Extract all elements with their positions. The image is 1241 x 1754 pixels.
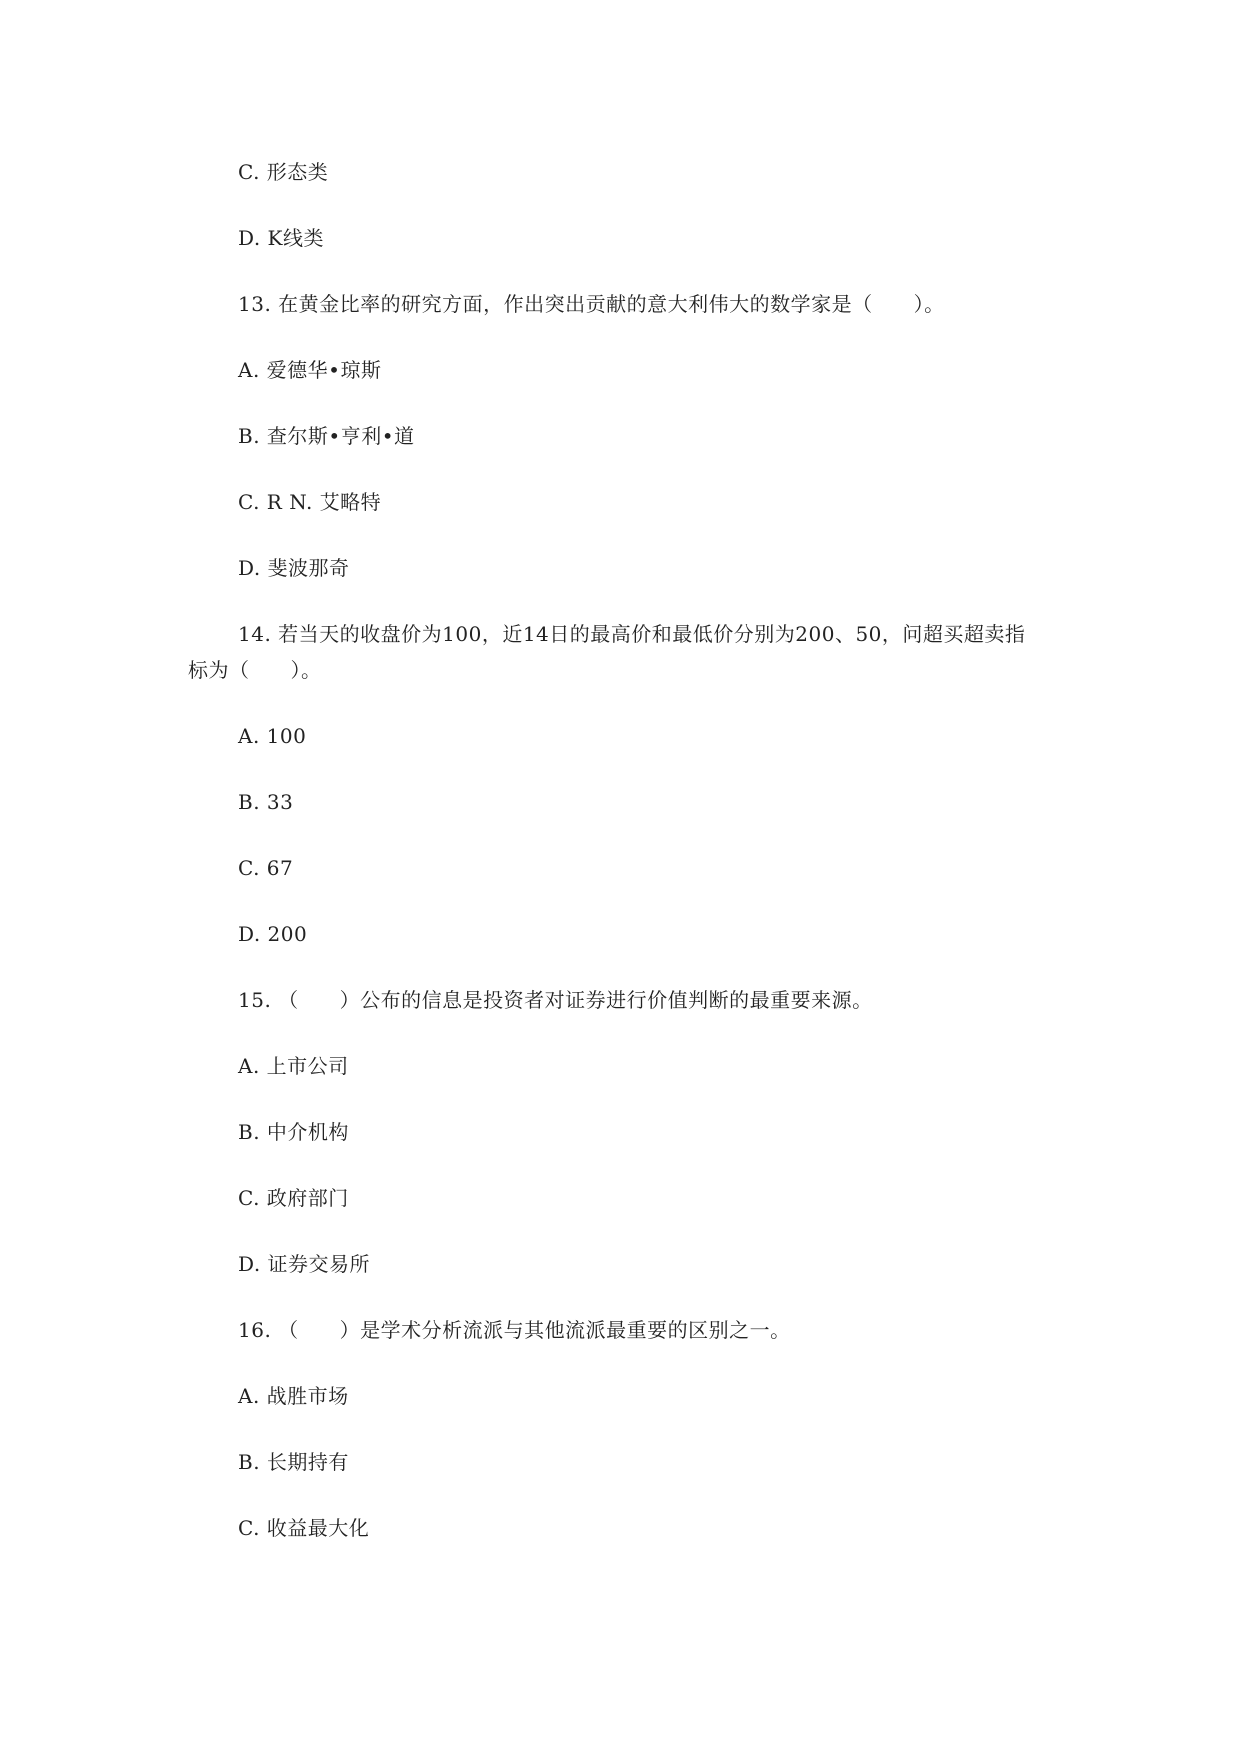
- q13-question: 13. 在黄金比率的研究方面，作出突出贡献的意大利伟大的数学家是（ ）。: [238, 292, 945, 316]
- q14-question-line1: 14. 若当天的收盘价为100，近14日的最高价和最低价分别为200、50，问超买超卖指: [238, 622, 1026, 646]
- q14-option-d: D. 200: [238, 922, 308, 946]
- q15-option-b: B. 中介机构: [238, 1120, 349, 1144]
- q16-option-a: A. 战胜市场: [238, 1384, 349, 1408]
- q15-question: 15. （ ）公布的信息是投资者对证券进行价值判断的最重要来源。: [238, 988, 873, 1012]
- q15-option-c: C. 政府部门: [238, 1186, 349, 1210]
- q16-question: 16. （ ）是学术分析流派与其他流派最重要的区别之一。: [238, 1318, 791, 1342]
- q12-option-c: C. 形态类: [238, 160, 329, 184]
- q13-option-a: A. 爱德华•琼斯: [238, 358, 382, 382]
- q15-option-d: D. 证券交易所: [238, 1252, 371, 1276]
- q14-option-a: A. 100: [238, 724, 307, 748]
- q13-option-c: C. R N. 艾略特: [238, 490, 382, 514]
- q13-option-d: D. 斐波那奇: [238, 556, 350, 580]
- q14-option-c: C. 67: [238, 856, 294, 880]
- q13-option-b: B. 查尔斯•亨利•道: [238, 424, 415, 448]
- q16-option-b: B. 长期持有: [238, 1450, 349, 1474]
- q12-option-d: D. K线类: [238, 226, 324, 250]
- q14-option-b: B. 33: [238, 790, 294, 814]
- q16-option-c: C. 收益最大化: [238, 1516, 370, 1540]
- q15-option-a: A. 上市公司: [238, 1054, 349, 1078]
- q14-question-line2: 标为（ ）。: [188, 658, 322, 682]
